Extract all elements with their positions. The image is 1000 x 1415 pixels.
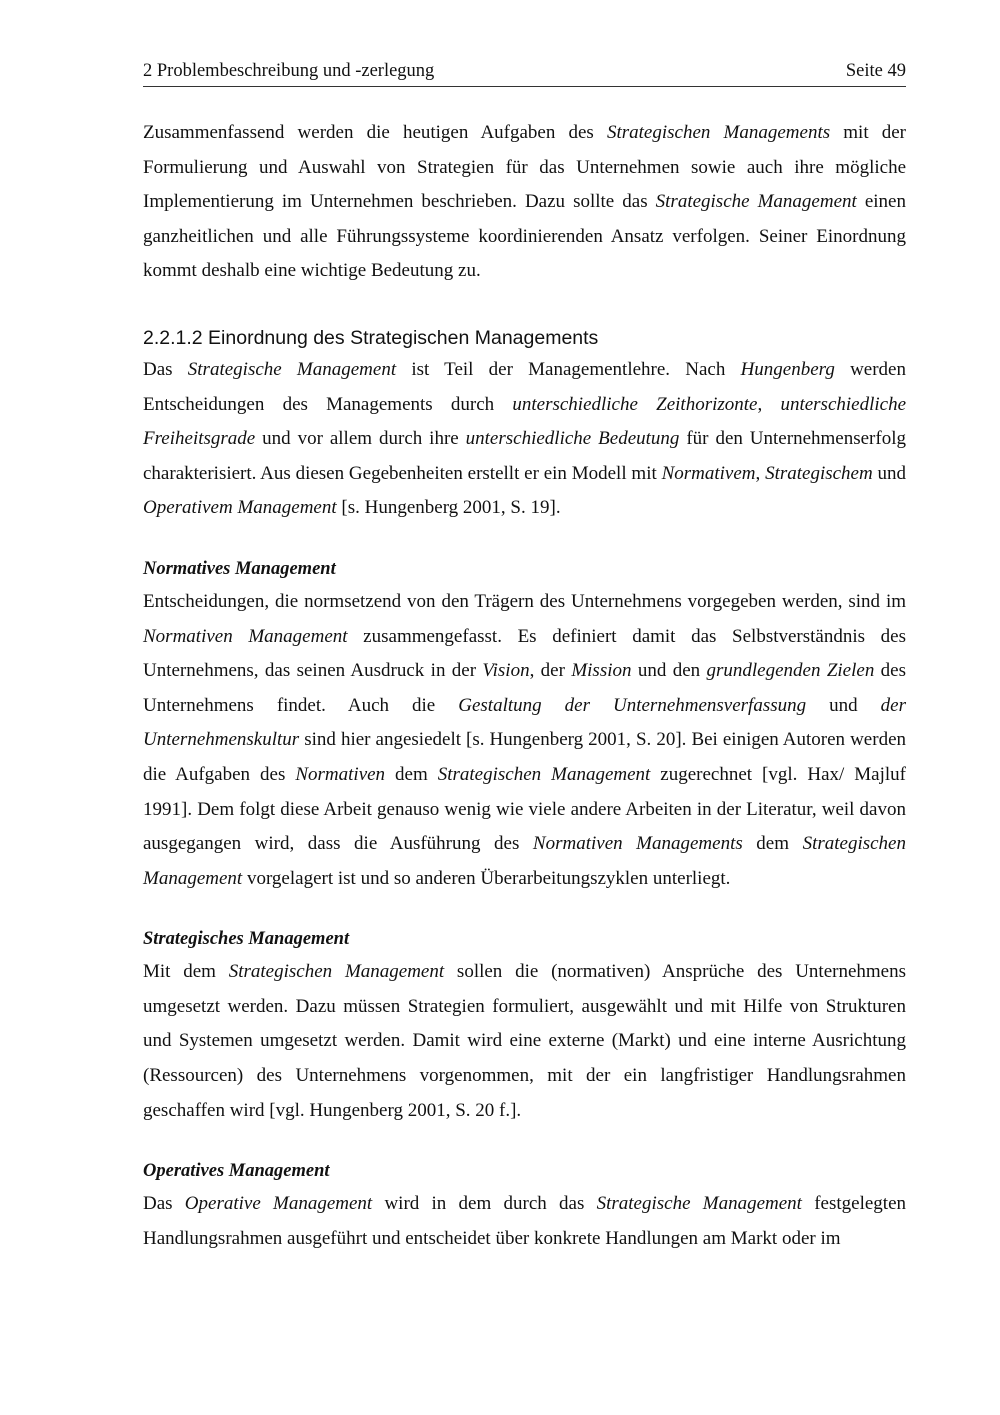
page-number: Seite 49 bbox=[845, 61, 906, 81]
running-header bbox=[143, 58, 906, 87]
strategisches-paragraph: Mit dem Strategischen Management sollen die (normativen) Ansprüche des Unternehmens umgesetzt werden. Dazu müssen Strategien formuliert, ausgewählt und mit Hilfe von Strukturen und Systemen umgesetzt werden. Damit wird eine externe (Markt) und eine interne Ausrichtung (Ressourcen) des Unternehmens vorgenommen, mit der ein langfristiger Handlungsrahmen geschaffen wird [vgl. Hungenberg 2001, S. 20 f.]. bbox=[143, 961, 906, 1121]
intro-paragraph: Zusammenfassend werden die heutigen Aufgaben des Strategischen Managements mit der Formulierung und Auswahl von Strategien für das Unternehmen sowie auch ihre mögliche Implementierung im Unternehmen beschrieben. Dazu sollte das Strategische Management einen ganzheitlichen und alle Führungssysteme koordinierenden Ansatz verfolgen. Seiner Einordnung kommt deshalb eine wichtige Bedeutung zu. bbox=[143, 122, 906, 282]
normatives-paragraph: Entscheidungen, die normsetzend von den Trägern des Unternehmens vorgegeben werden, sind im Normativen Management zusammengefasst. Es definiert damit das Selbstverständnis des Unternehmens, das seinen Ausdruck in der Vision, der Mission und den grundlegenden Zielen des Unternehmens findet. Auch die Gestaltung der Unternehmensverfassung und der Unternehmenskultur sind hier angesiedelt [s. Hungenberg 2001, S. 20]. Bei einigen Autoren werden die Aufgaben des Normativen dem Strategischen Management zugerechnet [vgl. Hax/ Majluf 1991]. Dem folgt diese Arbeit genauso wenig wie viele andere Arbeiten in der Literatur, weil davon ausgegangen wird, dass die Ausführung des Normativen Managements dem Strategischen Management vorgelagert ist und so anderen Überarbeitungszyklen unterliegt. bbox=[143, 590, 907, 889]
section-paragraph: Das Strategische Management ist Teil der Managementlehre. Nach Hungenberg werden Entscheidungen des Managements durch unterschiedliche Zeithorizonte, unterschiedliche Freiheitsgrade und vor allem durch ihre unterschiedliche Bedeutung für den Unternehmenserfolg charakterisiert. Aus diesen Gegebenheiten erstellt er ein Modell mit Normativem, Strategischem und Operativem Management [s. Hungenberg 2001, S. 19]. bbox=[143, 358, 907, 519]
normatives-heading: Normatives Management bbox=[143, 558, 336, 579]
operatives-paragraph: Das Operative Management wird in dem durch das Strategische Management festgelegten Handlungsrahmen ausgeführt und entscheidet über konkrete Handlungen am Markt oder im bbox=[143, 1193, 907, 1249]
strategisches-heading: Strategisches Management bbox=[143, 929, 350, 950]
operatives-heading: Operatives Management bbox=[143, 1161, 330, 1182]
document-page bbox=[143, 58, 906, 1256]
section-heading: 2.2.1.2 Einordnung des Strategischen Managements bbox=[143, 326, 599, 349]
chapter-title: 2 Problembeschreibung und -zerlegung bbox=[143, 61, 435, 81]
